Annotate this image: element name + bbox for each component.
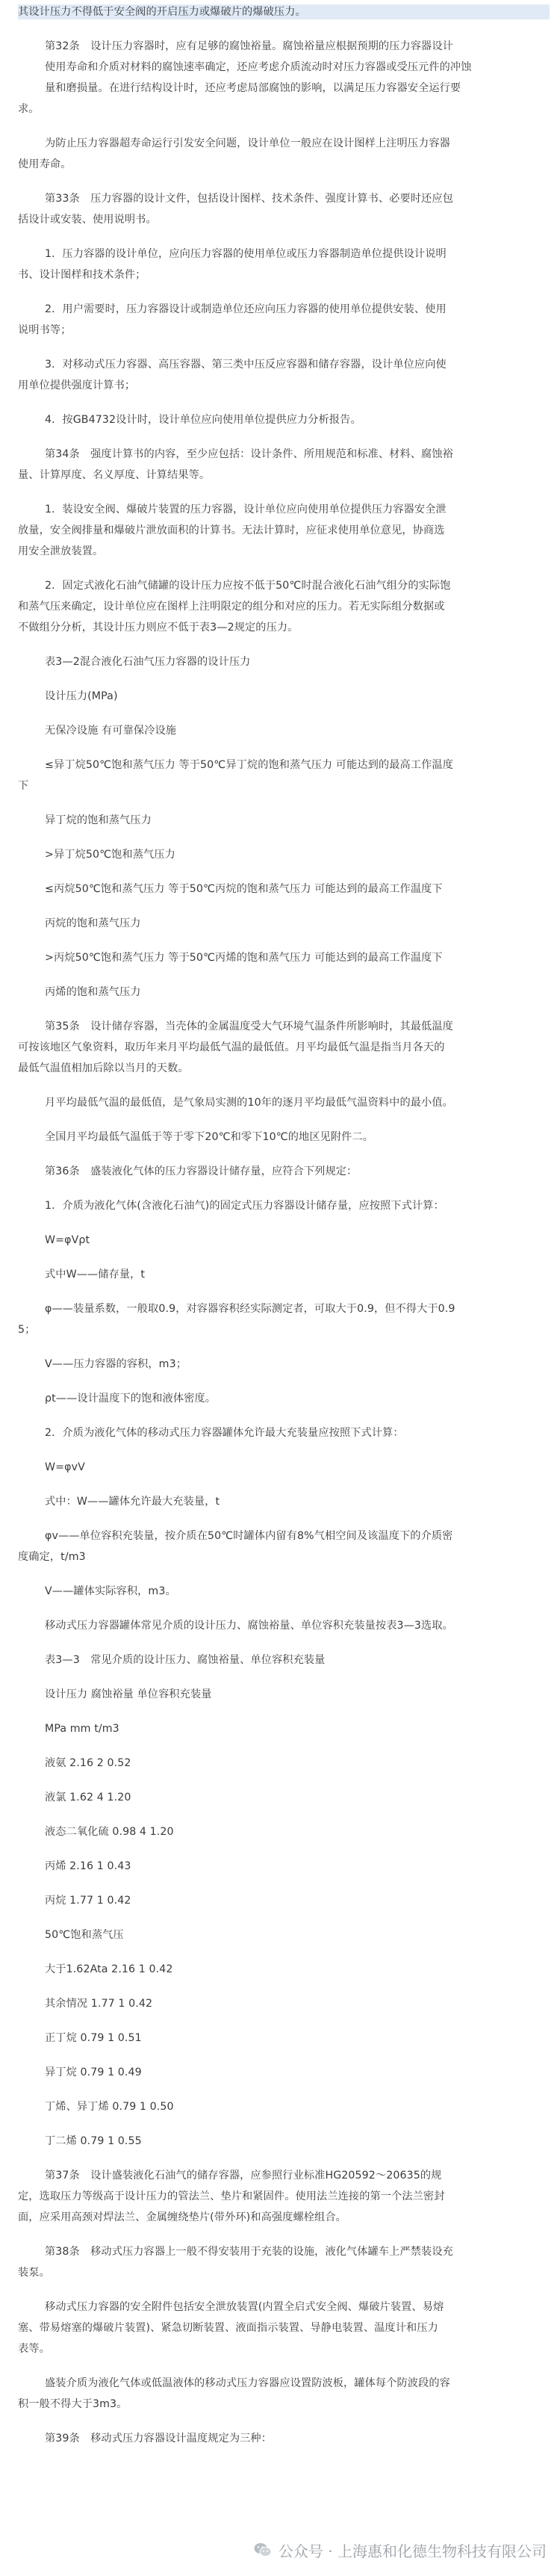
text-line: 使用寿命和介质对材料的腐蚀速率确定，还应考虑介质流动时对压力容器或受压元件的冲蚀 [45,61,472,73]
text-line: 3．对移动式压力容器、高压容器、第三类中压反应容器和储存容器，设计单位应向使 [45,359,447,371]
text-line: W=φVρt [45,1234,90,1246]
text-line: 正丁烷 0.79 1 0.51 [45,2032,142,2044]
text-line: 4．按GB4732设计时，设计单位应向使用单位提供应力分析报告。 [45,414,361,426]
text-line: 设计压力 腐蚀裕量 单位容积充装量 [45,1688,212,1700]
text-line: 2．固定式液化石油气储罐的设计压力应按不低于50℃时混合液化石油气组分的实际饱 [45,580,451,592]
text-line: 表3—2混合液化石油气压力容器的设计压力 [45,656,251,668]
text-line: 月平均最低气温的最低值，是气象局实测的10年的逐月平均最低气温资料中的最小值。 [45,1097,453,1109]
text-line: MPa mm t/m3 [45,1723,119,1735]
text-line: 第32条 设计压力容器时，应有足够的腐蚀裕量。腐蚀裕量应根据预期的压力容器设计 [45,40,453,52]
text-line: 量和磨损量。在进行结构设计时，还应考虑局部腐蚀的影响，以满足压力容器安全运行要 [45,82,461,94]
watermark-text: 公众号 · 上海惠和化德生物科技有限公司 [278,2542,547,2560]
text-line: 积一般不得大于3m3。 [18,2398,128,2410]
text-line: 式中：W——罐体允许最大充装量，t [45,1496,220,1508]
text-line: 移动式压力容器的安全附件包括安全泄放装置(内置全启式安全阀、爆破片装置、易熔 [45,2301,444,2313]
text-line: 异丁烷 0.79 1 0.49 [45,2066,142,2078]
text-line: >异丁烷50℃饱和蒸气压力 [45,849,175,861]
text-line: 第35条 设计储存容器，当壳体的金属温度受大气环境气温条件所影响时，其最低温度 [45,1021,453,1032]
text-line: 定，选取压力等级高于设计压力的管法兰、垫片和紧固件。使用法兰连接的第一个法兰密封 [18,2190,445,2202]
text-line: 第36条 盛装液化气体的压力容器设计储存量，应符合下列规定： [45,1165,358,1177]
text-line: 丙烷的饱和蒸气压力 [45,917,141,929]
text-line: 量、计算厚度、名义厚度、计算结果等。 [18,469,211,481]
text-line: 说明书等； [18,324,72,336]
text-line: 2．用户需要时，压力容器设计或制造单位还应向压力容器的使用单位提供安装、使用 [45,303,447,315]
text-line: 用单位提供强度计算书； [18,380,136,391]
text-line: 最低气温值相加后除以当月的天数。 [18,1062,189,1074]
text-line: 液态二氧化硫 0.98 4 1.20 [45,1826,174,1838]
text-line: 2．介质为液化气体的移动式压力容器罐体允许最大充装量应按照下式计算： [45,1427,404,1439]
text-line: 为防止压力容器超寿命运行引发安全问题，设计单位一般应在设计图样上注明压力容器 [45,137,450,149]
text-line: 表等。 [18,2343,50,2355]
text-line: 式中W——储存量，t [45,1269,146,1281]
text-line: 第38条 移动式压力容器上一般不得安装用于充装的设施，液化气体罐车上严禁装设充 [45,2246,453,2258]
text-line: φv——单位容积充装量，按介质在50℃时罐体内留有8%气相空间及该温度下的介质密 [45,1530,453,1542]
text-line: 丙烯 2.16 1 0.43 [45,1860,131,1872]
text-line: 其设计压力不得低于安全阀的开启压力或爆破片的爆破压力。 [18,4,550,19]
text-line: 丁烯、异丁烯 0.79 1 0.50 [45,2101,174,2113]
text-line: 移动式压力容器罐体常见介质的设计压力、腐蚀裕量、单位容积充装量按表3—3选取。 [45,1620,453,1632]
text-line: 使用寿命。 [18,158,72,170]
text-line: 和蒸气压来确定，设计单位应在图样上注明限定的组分和对应的压力。若无实际组分数据或 [18,601,445,613]
text-line: 液氯 1.62 4 1.20 [45,1792,131,1803]
text-line: V——罐体实际容积，m3。 [45,1585,176,1597]
text-line: 第34条 强度计算书的内容，至少应包括：设计条件、所用规范和标准、材料、腐蚀裕 [45,448,453,460]
text-line: 其余情况 1.77 1 0.42 [45,1998,153,2010]
text-line: 1．装设安全阀、爆破片装置的压力容器，设计单位应向使用单位提供压力容器安全泄 [45,504,447,515]
text-line: W=φvV [45,1461,85,1473]
text-line: V——压力容器的容积，m3； [45,1358,187,1370]
wechat-icon [253,2540,273,2560]
text-line: 可按该地区气象资料，取历年来月平均最低气温的最低值。月平均最低气温是指当月各天的 [18,1041,445,1053]
text-line: φ——装量系数，一般取0.9，对容器容积经实际测定者，可取大于0.9，但不得大于0.9 [45,1303,455,1315]
text-line: 面，应采用高颈对焊法兰、金属缠绕垫片(带外环)和高强度螺栓组合。 [18,2211,346,2223]
text-line: 设计压力(MPa) [45,690,118,702]
text-line: ≤异丁烷50℃饱和蒸气压力 等于50℃异丁烷的饱和蒸气压力 可能达到的最高工作温度 [45,759,453,771]
text-line: >丙烷50℃饱和蒸气压力 等于50℃丙烯的饱和蒸气压力 可能达到的最高工作温度下 [45,952,443,964]
watermark [253,2539,547,2561]
text-line: 5； [18,1324,36,1336]
text-line: 50℃饱和蒸气压 [45,1929,124,1941]
text-line: 度确定，t/m3 [18,1551,86,1563]
text-line: 求。 [18,103,40,115]
text-line: 大于1.62Ata 2.16 1 0.42 [45,1963,173,1975]
text-line: ≤丙烷50℃饱和蒸气压力 等于50℃丙烷的饱和蒸气压力 可能达到的最高工作温度下 [45,883,443,895]
text-line: 装泵。 [18,2267,50,2279]
text-line: 全国月平均最低气温低于等于零下20℃和零下10℃的地区见附件二。 [45,1131,374,1143]
text-line: 放量，安全阀排量和爆破片泄放面积的计算书。无法计算时，应征求使用单位意见，协商选 [18,524,445,536]
text-line: 第37条 设计盛装液化石油气的储存容器，应参照行业标准HG20592～20635的规 [45,2170,442,2182]
text-line: 书、设计图样和技术条件； [18,269,146,281]
text-line: ρt——设计温度下的饱和液体密度。 [45,1393,217,1405]
text-line: 下 [18,780,29,792]
text-line: 丁二烯 0.79 1 0.55 [45,2135,142,2147]
text-line: 第39条 移动式压力容器设计温度规定为三种： [45,2433,273,2445]
text-line: 异丁烷的饱和蒸气压力 [45,814,152,826]
text-line: 丙烯的饱和蒸气压力 [45,986,141,998]
text-line: 不做组分分析，其设计压力则应不低于表3—2规定的压力。 [18,622,299,634]
text-line: 无保冷设施 有可靠保冷设施 [45,725,177,737]
text-line: 表3—3 常见介质的设计压力、腐蚀裕量、单位容积充装量 [45,1654,326,1666]
text-line: 1．介质为液化气体(含液化石油气)的固定式压力容器设计储存量，应按照下式计算： [45,1200,444,1212]
text-line: 第33条 压力容器的设计文件，包括设计图样、技术条件、强度计算书、必要时还应包 [45,193,453,205]
text-line: 液氨 2.16 2 0.52 [45,1757,131,1769]
text-line: 丙烷 1.77 1 0.42 [45,1895,131,1907]
text-line: 塞、带易熔塞的爆破片装置)、紧急切断装置、液面指示装置、导静电装置、温度计和压力 [18,2322,438,2334]
text-line: 括设计或安装、使用说明书。 [18,214,157,226]
text-line: 1．压力容器的设计单位，应向压力容器的使用单位或压力容器制造单位提供设计说明 [45,248,447,260]
text-line: 用安全泄放装置。 [18,545,104,557]
text-line: 盛装介质为液化气体或低温液体的移动式压力容器应设置防波板，罐体每个防波段的容 [45,2377,450,2389]
